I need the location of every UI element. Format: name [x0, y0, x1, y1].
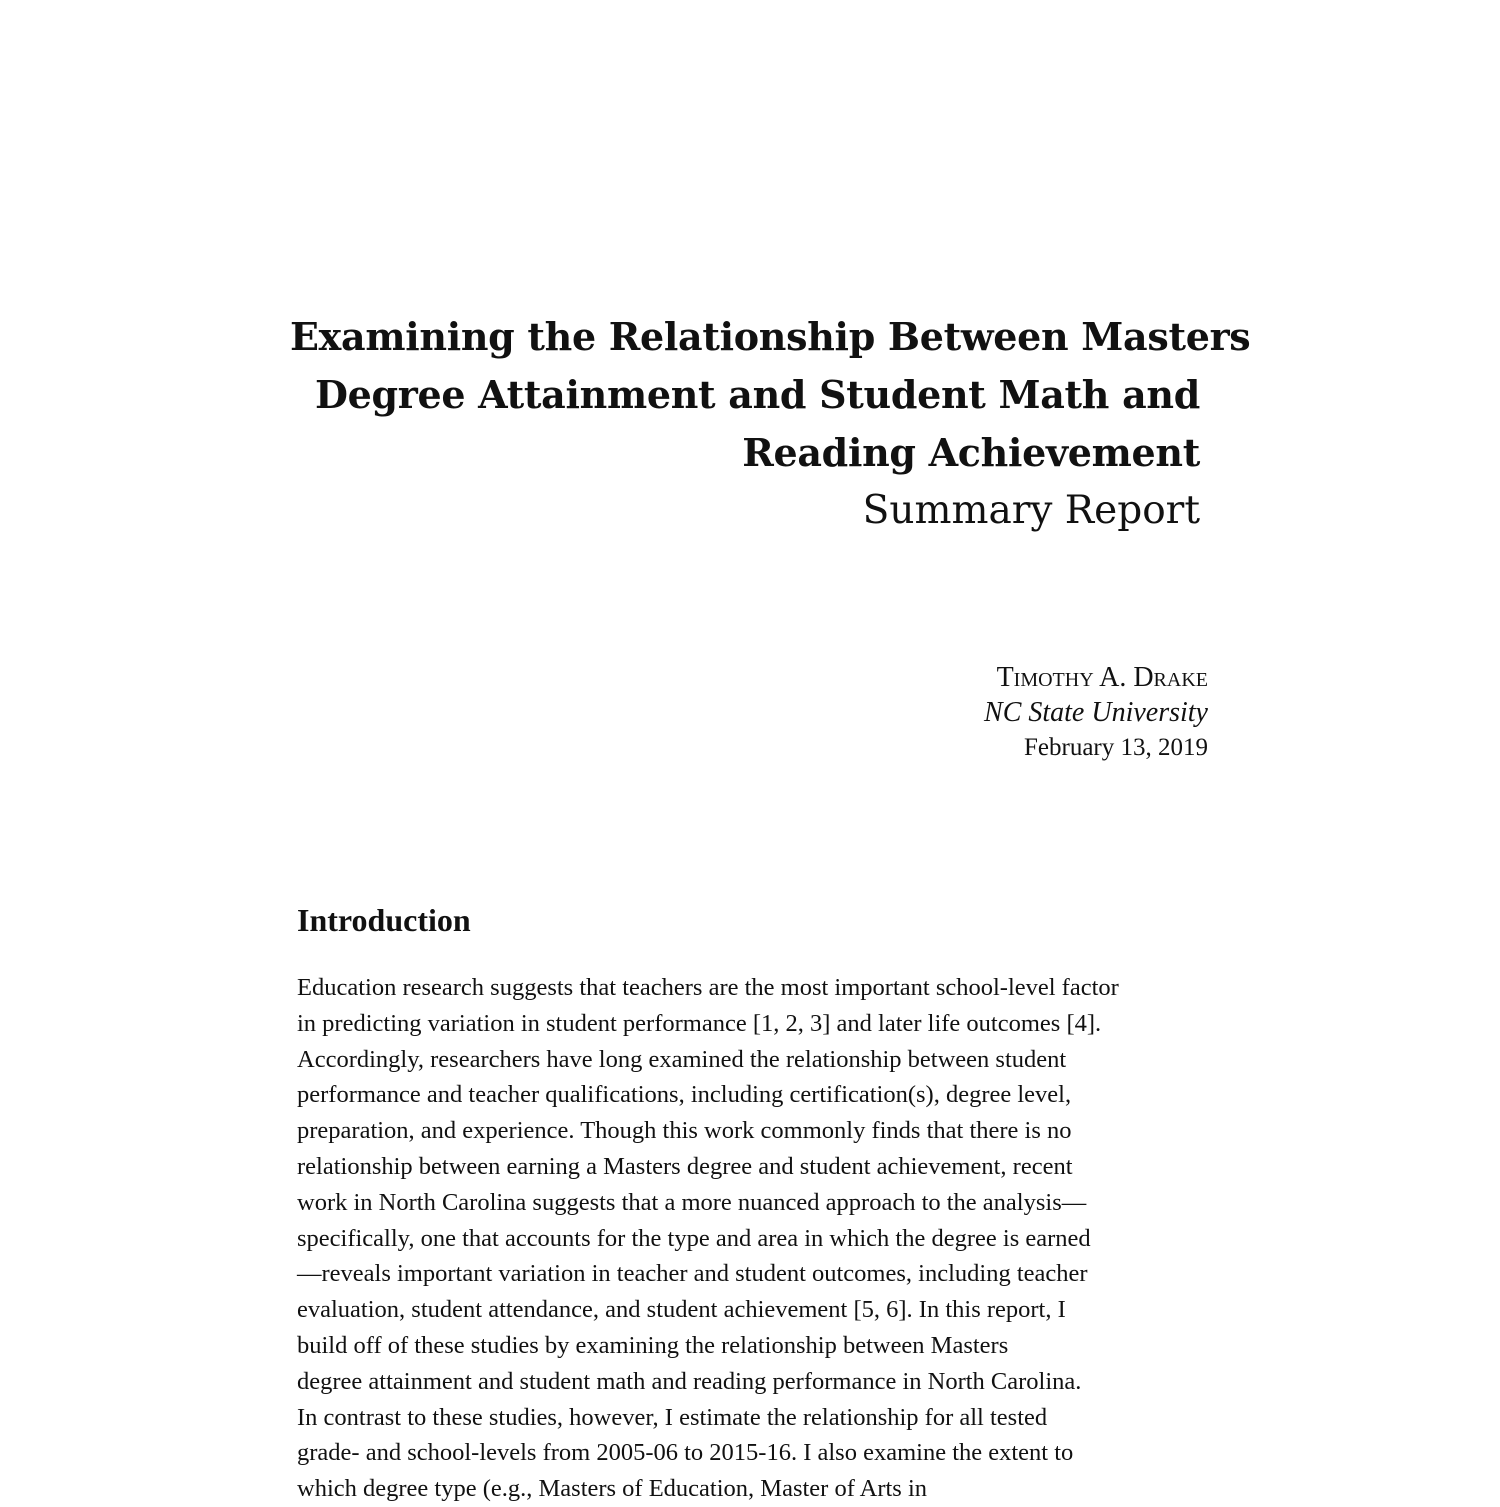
body-line: Accordingly, researchers have long examined the relationship between student	[297, 1045, 1067, 1073]
body-line: preparation, and experience. Though this work commonly finds that there is no	[297, 1117, 1072, 1145]
body-line: Education research suggests that teachers are the most important school-level factor	[297, 974, 1119, 1001]
body-line: in predicting variation in student performance [1, 2, 3] and later life outcomes [4].	[297, 1009, 1102, 1037]
subtitle: Summary Report	[862, 488, 1200, 533]
section-heading-introduction: Introduction	[297, 902, 471, 938]
title-line-3: Reading Achievement	[742, 430, 1200, 475]
body-line: degree attainment and student math and reading performance in North Carolina.	[297, 1367, 1082, 1395]
report-date: February 13, 2019	[1024, 734, 1208, 761]
introduction-paragraph	[297, 970, 1217, 1507]
body-line: grade- and school-levels from 2005-06 to 2015-16. I also examine the extent to	[297, 1439, 1074, 1467]
body-line: relationship between earning a Masters degree and student achievement, recent	[297, 1152, 1073, 1180]
author-block	[800, 660, 1208, 765]
title-line-2: Degree Attainment and Student Math and	[314, 372, 1200, 417]
body-line: evaluation, student attendance, and student achievement [5, 6]. In this report, I	[297, 1296, 1066, 1324]
body-line: which degree type (e.g., Masters of Education, Master of Arts in	[297, 1475, 928, 1503]
body-line: performance and teacher qualifications, including certification(s), degree level,	[297, 1081, 1072, 1109]
body-line: In contrast to these studies, however, I estimate the relationship for all tested	[297, 1403, 1048, 1431]
title-line-1: Examining the Relationship Between Masters	[290, 314, 1251, 359]
body-line: specifically, one that accounts for the type and area in which the degree is earned	[297, 1224, 1091, 1252]
body-line: build off of these studies by examining the relationship between Masters	[297, 1331, 1009, 1359]
affiliation: NC State University	[984, 697, 1208, 728]
author-name: Timothy A. Drake	[996, 662, 1208, 693]
body-line: work in North Carolina suggests that a more nuanced approach to the analysis—	[297, 1188, 1087, 1216]
body-line: —reveals important variation in teacher and student outcomes, including teacher	[297, 1260, 1088, 1288]
title-block	[290, 308, 1251, 540]
